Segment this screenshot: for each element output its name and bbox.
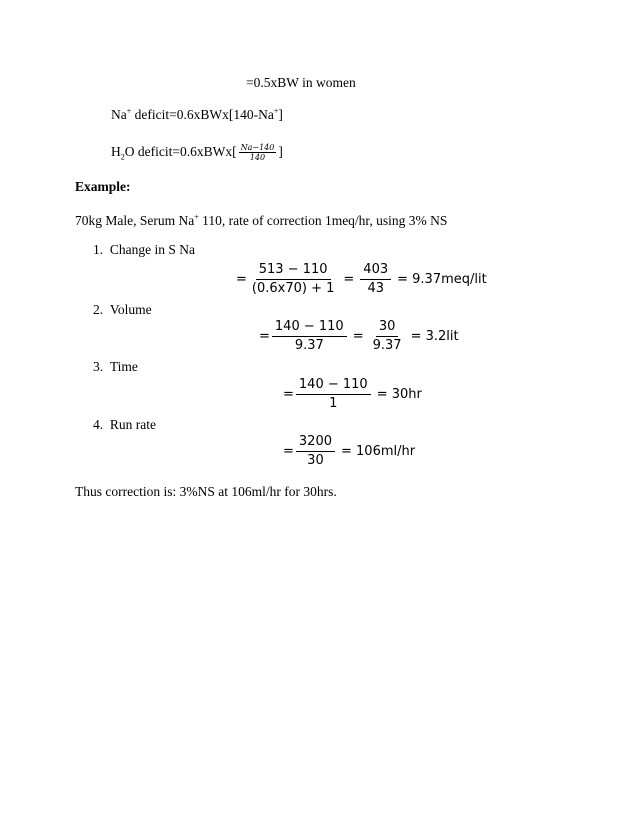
equation-4: = $\frac{3200}{30}$ = 106ml/hr — [283, 434, 416, 468]
eq4-fraction: $\frac{3200}{30}$ — [296, 435, 335, 468]
eq2-fraction-a: $\frac{140 - 110}{9.37}$ — [272, 320, 347, 353]
women-formula-line: =0.5xBW in women — [246, 75, 356, 90]
step-2: 2. Volume — [93, 302, 152, 317]
step-1: 1. Change in S Na — [93, 242, 195, 257]
equation-3: = $\frac{140 - 110}{1}$ = 30hr — [283, 377, 422, 411]
na-deficit-formula: Na+ deficit=0.6xBWx[140-Na+] — [111, 106, 283, 122]
h2o-deficit-formula: $H_2O$ deficit=0.6xBWx[ $\frac{Na-140}{140}$ ] — [111, 143, 283, 163]
step-4: 4. Run rate — [93, 417, 156, 432]
eq4-result: = 106ml/hr — [341, 444, 416, 459]
eq2-result: = 3.2lit — [410, 329, 459, 344]
equation-1: = $\frac{513 - 110}{(0.6x70) + 1}$ = $\frac{403}{43}$ = 9.37meq/lit — [236, 262, 487, 296]
eq2-fraction-b: $\frac{30}{9.37}$ — [372, 319, 402, 353]
conclusion-text: Thus correction is: 3%NS at 106ml/hr for 30hrs. — [75, 484, 337, 499]
eq1-fraction-b: $\frac{403}{43}$ — [360, 263, 391, 296]
example-intro: 70kg Male, Serum Na+ 110, rate of correction 1meq/hr, using 3% NS — [75, 212, 448, 228]
eq1-fraction-a: $\frac{513 - 110}{(0.6x70) + 1}$ — [251, 262, 335, 296]
eq3-fraction: $\frac{140 - 110}{1}$ — [296, 378, 371, 411]
eq3-result: = 30hr — [376, 387, 422, 402]
example-heading: Example: — [75, 179, 131, 194]
eq1-result: = 9.37meq/lit — [397, 272, 487, 287]
equation-2: = $\frac{140 - 110}{9.37}$ = $\frac{30}{9.37}$ = 3.2lit — [259, 319, 459, 353]
step-3: 3. Time — [93, 359, 138, 374]
h2o-fraction: $\frac{Na-140}{140}$ — [240, 143, 275, 163]
